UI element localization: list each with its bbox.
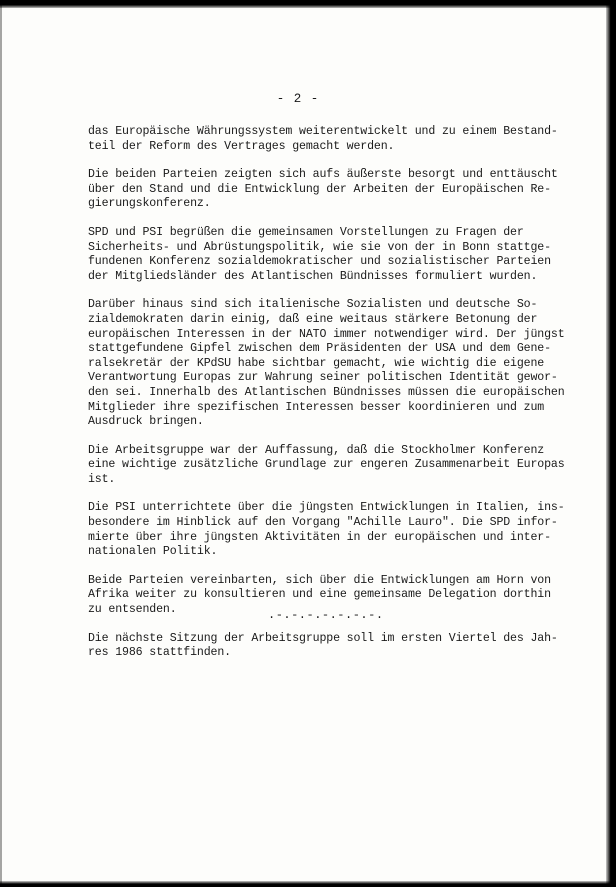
text-line: Die PSI unterrichtete über die jüngsten Entwicklungen in Italien, ins- <box>88 501 565 515</box>
text-line: fundenen Konferenz sozialdemokratischer und sozialistischer Parteien <box>88 255 551 269</box>
paragraph <box>88 168 578 212</box>
text-line: Ausdruck bringen. <box>88 415 204 429</box>
scan-edge-left <box>0 0 2 887</box>
text-line: SPD und PSI begrüßen die gemeinsamen Vorstellungen zu Fragen der <box>88 225 524 239</box>
text-line: der Mitgliedsländer des Atlantischen Bündnisses formuliert wurden. <box>88 269 538 283</box>
text-line: ist. <box>88 472 116 486</box>
text-line: Die Arbeitsgruppe war der Auffassung, daß die Stockholmer Konferenz <box>88 443 545 457</box>
closing-separator: .-.-.-.-.-.-.-. <box>268 608 384 622</box>
text-line: den sei. Innerhalb des Atlantischen Bündnisses müssen die europäischen <box>88 385 565 399</box>
text-line: europäischen Interessen in der NATO immer notwendiger wird. Der jüngst <box>88 327 565 341</box>
text-line: Die beiden Parteien zeigten sich aufs äußerste besorgt und enttäuscht <box>88 168 558 182</box>
scan-edge-bottom <box>0 881 616 887</box>
text-line: Sicherheits- und Abrüstungspolitik, wie sie von der in Bonn stattge- <box>88 240 551 254</box>
paragraph <box>88 501 578 559</box>
scan-edge-right <box>606 0 616 887</box>
text-line: Darüber hinaus sind sich italienische Sozialisten und deutsche So- <box>88 298 538 312</box>
paragraph <box>88 444 578 488</box>
text-line: nationalen Politik. <box>88 545 218 559</box>
paragraph <box>88 632 578 661</box>
paragraph <box>88 298 578 429</box>
document-body <box>88 125 578 675</box>
text-line: zu entsenden. <box>88 603 177 617</box>
text-line: gierungskonferenz. <box>88 197 211 211</box>
text-line: Verantwortung Europas zur Wahrung seiner politischen Identität gewor- <box>88 371 558 385</box>
page-number: - 2 - <box>276 92 320 106</box>
text-line: Mitglieder ihre spezifischen Interessen besser koordinieren und zum <box>88 400 545 414</box>
text-line: teil der Reform des Vertrages gemacht werden. <box>88 139 395 153</box>
text-line: ralsekretär der KPdSU habe sichtbar gemacht, wie wichtig die eigene <box>88 356 545 370</box>
text-line: Afrika weiter zu konsultieren und eine gemeinsame Delegation dorthin <box>88 588 551 602</box>
text-line: das Europäische Währungssystem weiterentwickelt und zu einem Bestand- <box>88 125 558 138</box>
text-line: stattgefundene Gipfel zwischen dem Präsidenten der USA und dem Gene- <box>88 342 551 356</box>
text-line: besondere im Hinblick auf den Vorgang "Achille Lauro". Die SPD infor- <box>88 516 558 530</box>
text-line: Beide Parteien vereinbarten, sich über die Entwicklungen am Horn von <box>88 573 551 587</box>
scan-edge-top <box>0 0 616 8</box>
paragraph <box>88 226 578 284</box>
text-line: Die nächste Sitzung der Arbeitsgruppe soll im ersten Viertel des Jah- <box>88 631 558 645</box>
text-line: zialdemokraten darin einig, daß eine weitaus stärkere Betonung der <box>88 312 538 326</box>
paragraph <box>88 125 578 154</box>
text-line: mierte über ihre jüngsten Aktivitäten in der europäischen und inter- <box>88 530 551 544</box>
text-line: res 1986 stattfinden. <box>88 646 231 660</box>
text-line: eine wichtige zusätzliche Grundlage zur engeren Zusammenarbeit Europas <box>88 458 565 472</box>
text-line: über den Stand und die Entwicklung der Arbeiten der Europäischen Re- <box>88 182 551 196</box>
